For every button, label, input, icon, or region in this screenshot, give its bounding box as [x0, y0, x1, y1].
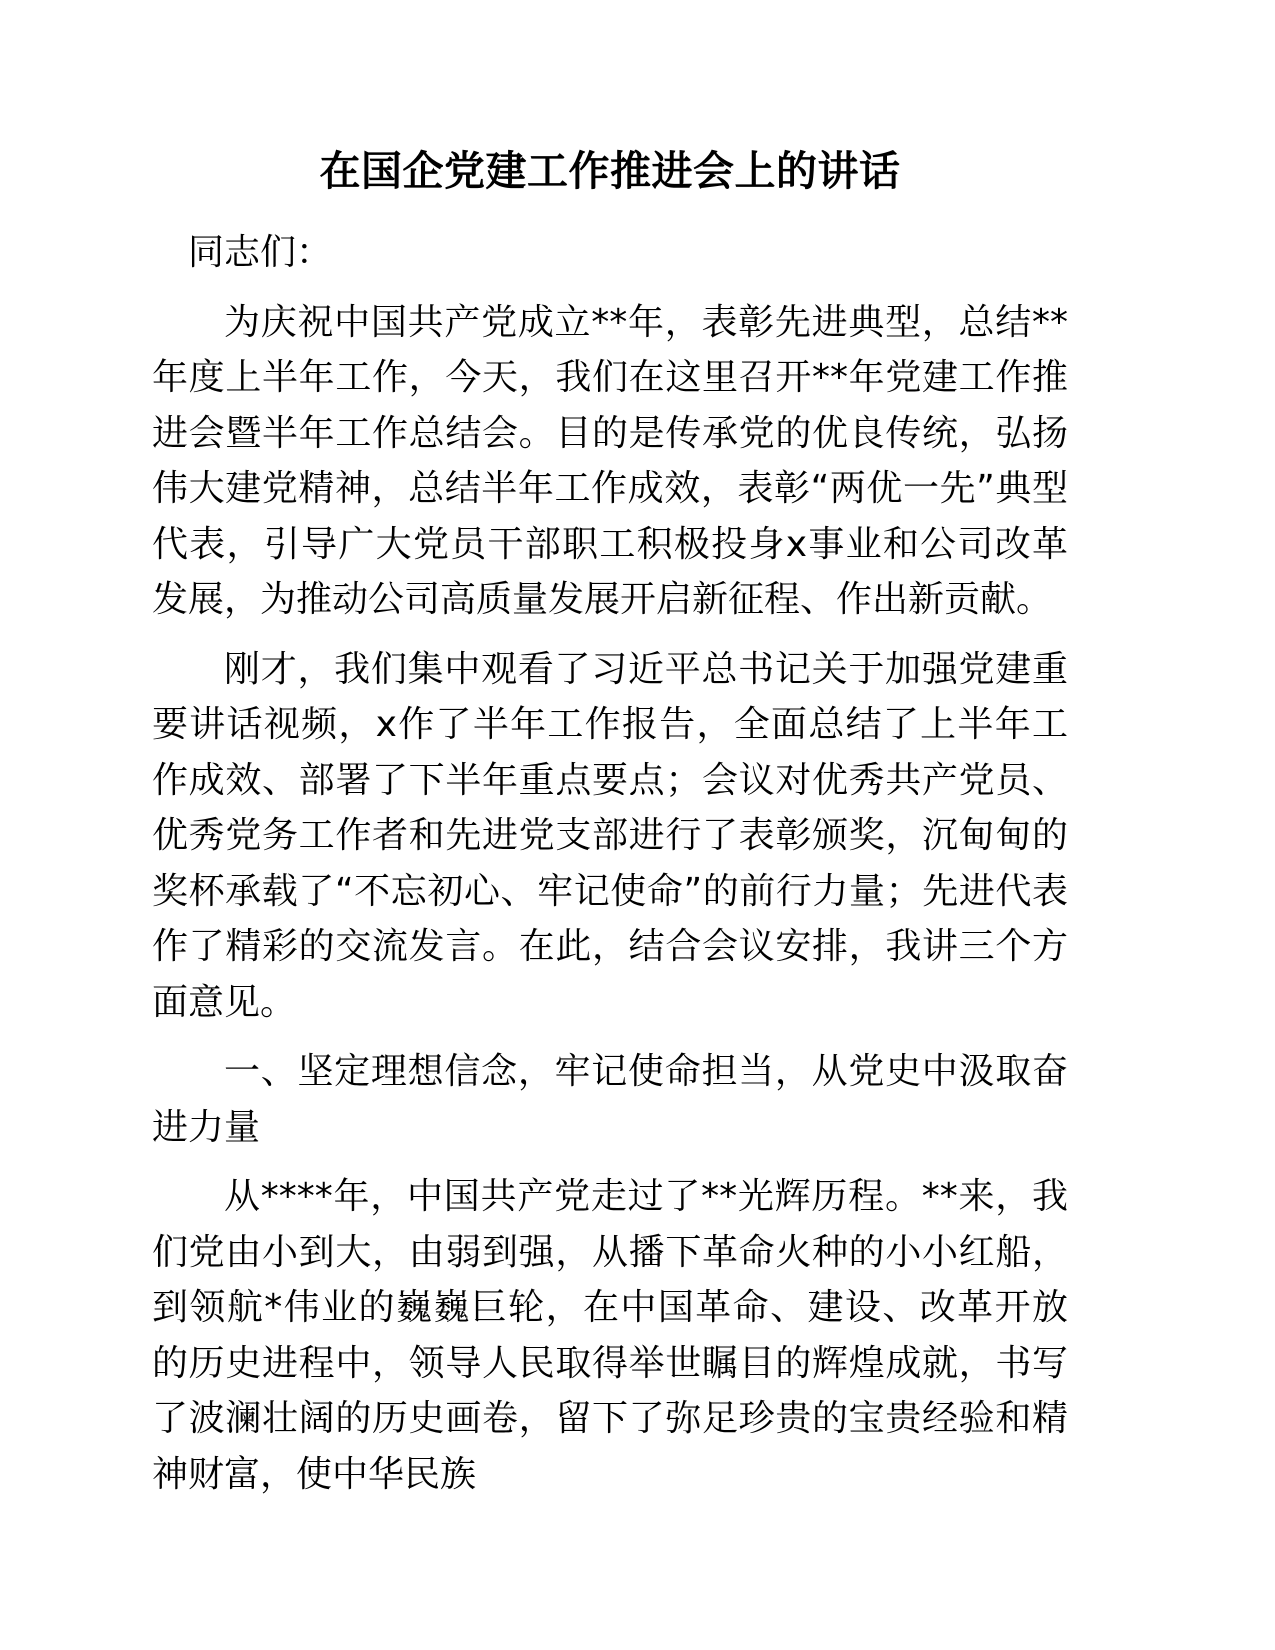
page-title: 在国企党建工作推进会上的讲话	[319, 147, 901, 195]
salutation-paragraph: 同志们：	[188, 232, 333, 273]
paragraph-review: 刚才，我们集中观看了习近平总书记关于加强党建重要讲话视频，x作了半年工作报告，全面总结了上半年工作成效、部署了下半年重点要点；会议对优秀共产党员、优秀党务工作者和先进党支部进行了表彰颁奖，沉甸甸的奖杯承载了“不忘初心、牢记使命”的前行力量；先进代表作了精彩的交流发言。在此，结合会议安排，我讲三个方面意见。	[152, 648, 1068, 1023]
section-heading-one: 一、坚定理想信念，牢记使命担当，从党史中汲取奋进力量	[152, 1051, 1068, 1148]
paragraph-intro: 为庆祝中国共产党成立**年，表彰先进典型，总结**年度上半年工作，今天，我们在这里召开**年党建工作推进会暨半年工作总结会。目的是传承党的优良传统，弘扬伟大建党精神，总结半年工作成效，表彰“两优一先”典型代表，引导广大党员干部职工积极投身x事业和公司改革发展，为推动公司高质量发展开启新征程、作出新贡献。	[152, 301, 1068, 620]
paragraph-history: 从****年，中国共产党走过了**光辉历程。**来，我们党由小到大，由弱到强，从播下革命火种的小小红船，到领航*伟业的巍巍巨轮，在中国革命、建设、改革开放的历史进程中，领导人民取得举世瞩目的辉煌成就，书写了波澜壮阔的历史画卷，留下了弥足珍贵的宝贵经验和精神财富，使中华民族	[152, 1176, 1068, 1495]
document-body	[152, 0, 1068, 1502]
